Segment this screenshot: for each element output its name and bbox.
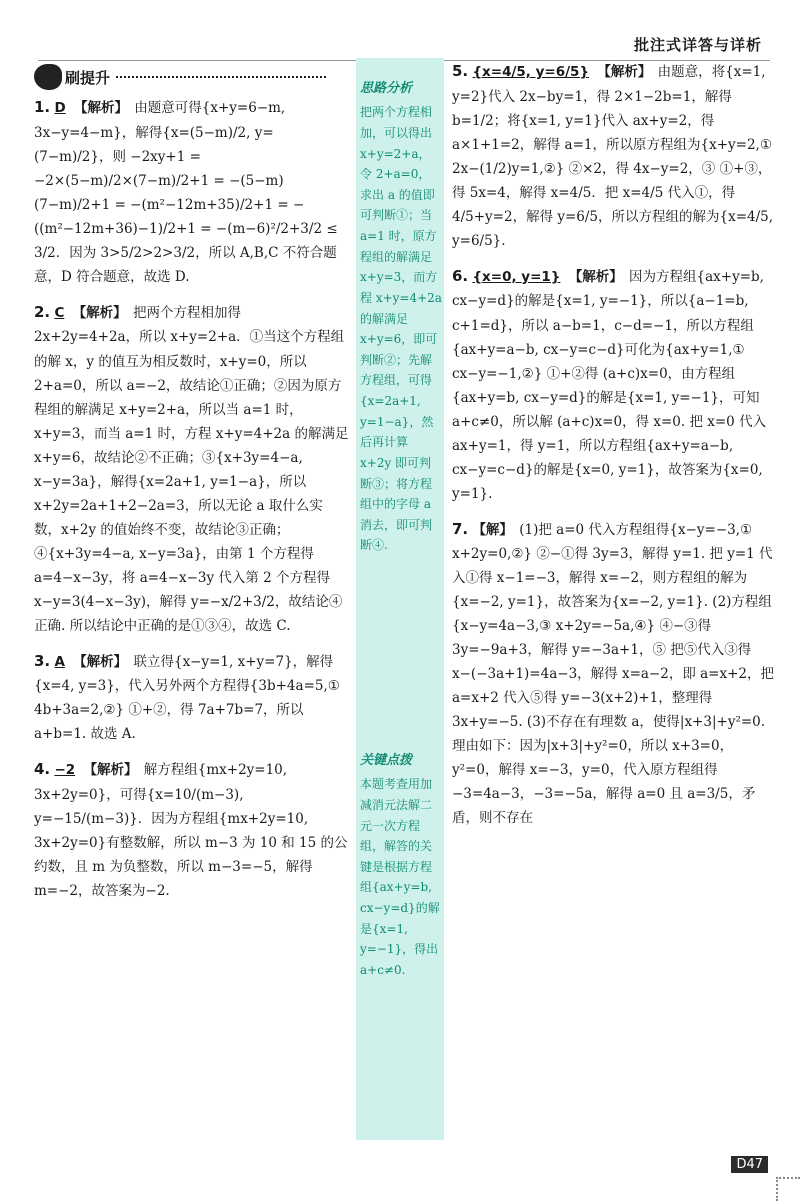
item-text: (1)把 a=0 代入方程组得{x−y=−3,① x+2y=0,②} ②−①得 3y=3，解得 y=1. 把 y=1 代入①得 x−1=−3，解得 x=−2，则方程组的解为{x=−2, y=1}，故答案为{x=−2, y=1}. (2)方程组{x−y=4a−3,③ x+2y=−5a,④} ④−③得 3y=−9a+3，解得 y=−3a+1，⑤ 把⑤代入③得 x−(−3a+1)=4a−3，解得 x=a−2，即 a=x+2，把 a=x+2 代入⑤得 y=−3(x+2)+1，整理得 3x+y=−5. (3)不存在有理数 a，使得|x+3|+y²=0. 理由如下：因为|x+3|+y²=0，所以 x+3=0，y²=0，解得 x=−3，y=0，代入原方程组得 −3=4a−3，−3=−5a，解得 a=0 且 a=3/5，矛盾，则不存在 — [452, 521, 774, 827]
item-text: 由题意，将{x=1, y=2}代入 2x−by=1，得 2×1−2b=1，解得 b=1/2；将{x=1, y=1}代入 ax+y=2，得 a×1+1=2，解得 a=1，所以原方程组为{x+y=2,① 2x−(1/2)y=1,②} ②×2，得 4x−y=2，③ ①+③，得 5x=4，解得 x=4/5．把 x=4/5 代入①，得 4/5+y=2，解得 y=6/5，所以方程组的解为{x=4/5, y=6/5}. — [452, 64, 774, 249]
item-number: 1. — [34, 98, 51, 116]
item-number: 4. — [34, 760, 51, 779]
item-number: 5. — [452, 62, 469, 80]
item-tag: 【解析】 — [568, 268, 623, 285]
item-tag: 【解析】 — [83, 762, 138, 779]
item-tag: 【解析】 — [73, 100, 128, 116]
item-tag: 【解析】 — [72, 304, 127, 321]
item-answer: {x=4/5, y=6/5} — [472, 64, 590, 80]
brush-icon — [34, 64, 62, 90]
solution-item — [34, 94, 349, 289]
solution-item — [452, 58, 774, 253]
item-tag: 【解析】 — [73, 653, 128, 670]
item-answer: A — [54, 653, 65, 670]
item-answer: D — [54, 100, 66, 116]
solution-item — [452, 263, 774, 506]
solution-item — [34, 299, 349, 638]
item-answer: {x=0, y=1} — [472, 268, 561, 285]
side-note-heading: 关键点拨 — [360, 753, 413, 768]
side-note-text: 把两个方程相加，可以得出 x+y=2+a，令 2+a=0，求出 a 的值即可判断①；当 a=1 时，原方程组的解满足 x+y=3，而方程 x+y=4+2a 的解满足 x+y=6，即可判断②；先解方程组，可得{x=2a+1, y=1−a}，然后再计算 x+2y 即可判断③；将方程组中的字母 a 消去，即可判断④. — [360, 105, 442, 553]
solution-item — [34, 756, 349, 903]
item-number: 7. — [452, 519, 469, 538]
item-answer: −2 — [54, 762, 76, 779]
item-number: 3. — [34, 651, 51, 670]
item-number: 6. — [452, 266, 469, 285]
solution-item — [34, 648, 349, 747]
side-note-heading: 思路分析 — [360, 81, 413, 96]
side-note-text: 本题考查用加减消元法解二元一次方程组，解答的关键是根据方程组{ax+y=b, cx−y=d}的解是{x=1, y=−1}，得出 a+c≠0. — [360, 777, 440, 977]
item-text: 把两个方程相加得 2x+2y=4+2a，所以 x+y=2+a．①当这个方程组的解 x，y 的值互为相反数时，x+y=0，所以 2+a=0，所以 a=−2，故结论①正确；②因为原方程组的解满足 x+y=2+a，所以当 a=1 时，x+y=3，而当 a=1 时，方程 x+y=4+2a 的解满足 x+y=6，故结论②不正确；③{x+3y=4−a, x−y=3a}，解得{x=2a+1, y=1−a}，所以 x+2y=2a+1+2−2a=3，所以无论 a 取什么实数，x+2y 的值始终不变，故结论③正确；④{x+3y=4−a, x−y=3a}，由第 1 个方程得 a=4−x−3y，将 a=4−x−3y 代入第 2 个方程得 x−y=3(4−x−3y)，解得 y=−x/2+3/2，故结论④正确. 所以结论中正确的是①③④，故选 C. — [34, 304, 349, 634]
right-column — [452, 58, 774, 841]
item-tag: 【解】 — [472, 521, 513, 538]
page-header-title: 批注式详答与详析 — [633, 36, 762, 54]
item-answer: C — [54, 304, 65, 321]
section-title-text: 刷提升 — [65, 68, 111, 87]
item-tag: 【解析】 — [597, 64, 652, 80]
item-text: 联立得{x−y=1, x+y=7}，解得{x=4, y=3}，代入另外两个方程得{3b+4a=5,① 4b+3a=2,②} ①+②，得 7a+7b=7，所以 a+b=1. 故选 A. — [34, 653, 340, 743]
item-number: 2. — [34, 302, 51, 321]
page-number: D47 — [731, 1156, 768, 1173]
left-column — [34, 94, 349, 913]
page-corner-decoration — [776, 1177, 800, 1201]
side-note-key-point — [360, 750, 442, 981]
item-text: 因为方程组{ax+y=b, cx−y=d}的解是{x=1, y=−1}，所以{a−1=b, c+1=d}，所以 a−b=1，c−d=−1，所以方程组{ax+y=a−b, cx−y=c−d}可化为{ax+y=1,① cx−y=−1,②} ①+②得 (a+c)x=0，由方程组{ax+y=b, cx−y=d}的解是{x=1, y=−1}，可知 a+c≠0，所以解 (a+c)x=0，得 x=0. 把 x=0 代入 ax+y=1，得 y=1，所以方程组{ax+y=a−b, cx−y=c−d}的解是{x=0, y=1}，故答案为{x=0, y=1}. — [452, 268, 767, 502]
item-text: 解方程组{mx+2y=10, 3x+2y=0}，可得{x=10/(m−3), y=−15/(m−3)}．因为方程组{mx+2y=10, 3x+2y=0}有整数解，所以 m−3 为 10 和 15 的公约数，且 m 为负整数，所以 m−3=−5，解得 m=−2，故答案为−2. — [34, 762, 348, 900]
side-note-analysis — [360, 78, 442, 556]
item-text: 由题意可得{x+y=6−m, 3x−y=4−m}，解得{x=(5−m)/2, y=(7−m)/2}，则 −2xy+1 = −2×(5−m)/2×(7−m)/2+1 = −(5−m)(7−m)/2+1 = −(m²−12m+35)/2+1 = −((m²−12m+36)−1)/2+1 = −(m−6)²/2+3/2 ≤ 3/2．因为 3>5/2>2>3/2，所以 A,B,C 不符合题意，D 符合题意，故选 D. — [34, 100, 338, 285]
section-dotted-rule — [116, 76, 326, 78]
section-title — [34, 64, 326, 90]
solution-item — [452, 516, 774, 831]
